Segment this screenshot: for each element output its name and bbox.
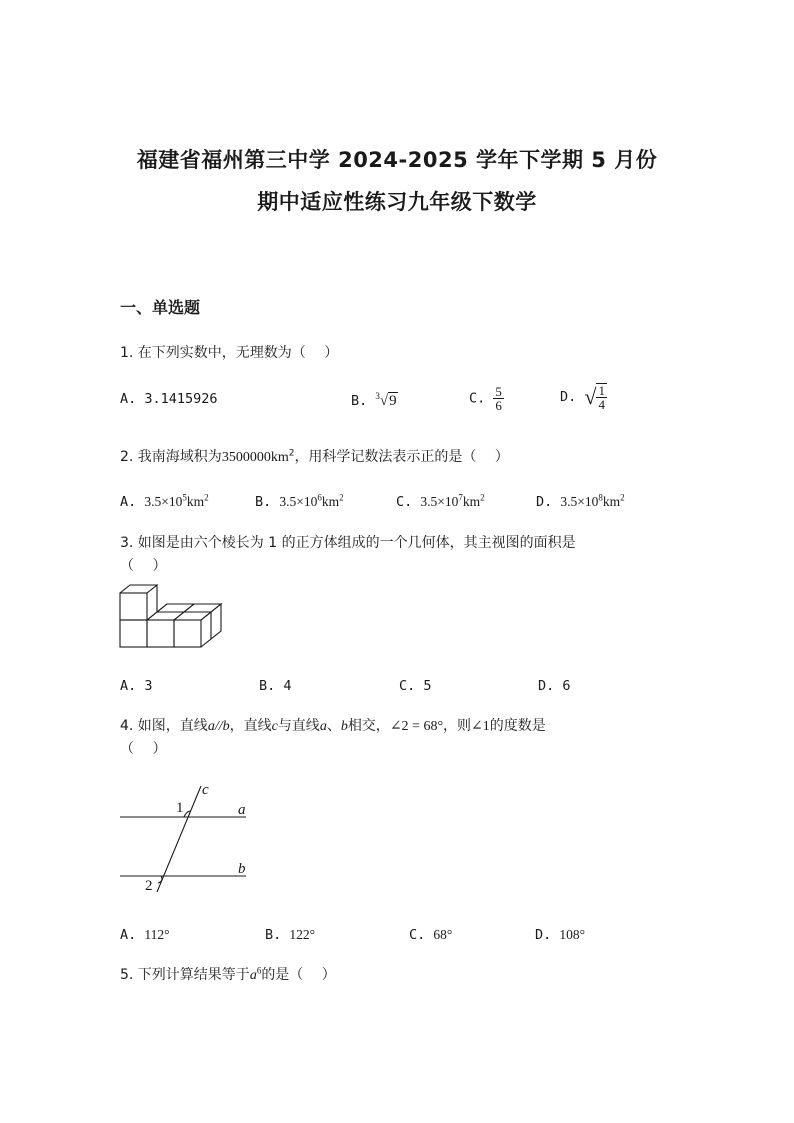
q1-option-b-label: B. [351, 393, 368, 409]
square-root: √ [584, 384, 597, 409]
line-a-label: a [238, 802, 246, 818]
q3-option-c: C. 5 [399, 678, 432, 694]
angle-1-label: 1 [176, 800, 184, 816]
q4-option-b: B. 122° [265, 927, 316, 943]
q1-option-d [560, 383, 607, 411]
q2-option-c: C. $3.5\times 10^7km^2$ [396, 492, 485, 510]
fraction: $\frac{1}{4}$ [598, 383, 605, 412]
section-title-single-choice: 一、单选题 [120, 298, 201, 317]
line-b-label: b [238, 861, 246, 877]
doc-title-line1: 福建省福州第三中学 2024-2025 学年下学期 5 月份 [136, 148, 658, 172]
q2-option-d: D. $3.5\times 10^8km^2$ [536, 492, 625, 510]
q3-option-a: A. 3 [120, 678, 153, 694]
q3-option-d: D. 6 [538, 678, 571, 694]
question-2-text: 2. 我南海域积为$3500000km^2$，用科学记数法表示正的是（ ） [120, 448, 509, 465]
fraction: $\frac{5}{6}$ [495, 384, 502, 413]
q1-option-c [469, 385, 504, 412]
question-4-text: 4. 如图，直线a//b，直线c与直线a、b相交，∠2 = 68°，则∠1的度数是 [120, 718, 546, 734]
q1-option-a: A. 3.1415926 [120, 391, 218, 407]
q3-option-b: B. 4 [259, 678, 292, 694]
line-c-label: c [202, 782, 209, 798]
question-1-text: 1. 在下列实数中，无理数为（ ） [120, 345, 339, 361]
q1-option-c-label: C. [469, 390, 486, 407]
q4-option-d: D. 108° [535, 927, 586, 943]
question-4-paren: （ ） [120, 741, 167, 757]
q2-option-b: B. $3.5\times 10^6km^2$ [255, 492, 344, 510]
doc-title-line2: 期中适应性练习九年级下数学 [257, 190, 537, 214]
cubes-figure [118, 583, 224, 649]
q4-option-a: A. 112° [120, 927, 170, 943]
q2-option-a: A. $3.5\times 10^5km^2$ [120, 492, 209, 510]
q1-option-d-label: D. [560, 389, 577, 405]
q4-option-c: C. 68° [409, 927, 453, 943]
q1-option-b [351, 393, 398, 410]
question-5-text: 5. 下列计算结果等于$a^6$的是（ ） [120, 965, 336, 983]
question-3-text: 3. 如图是由六个棱长为 1 的正方体组成的一个几何体，其主视图的面积是 [120, 535, 576, 551]
parallel-lines-figure [118, 780, 254, 896]
angle-2-label: 2 [145, 878, 153, 894]
root-index: 3 [375, 391, 380, 401]
question-3-paren: （ ） [120, 558, 167, 574]
cube-root: $^3$√9 [375, 391, 397, 409]
radicand: 9 [389, 393, 397, 409]
